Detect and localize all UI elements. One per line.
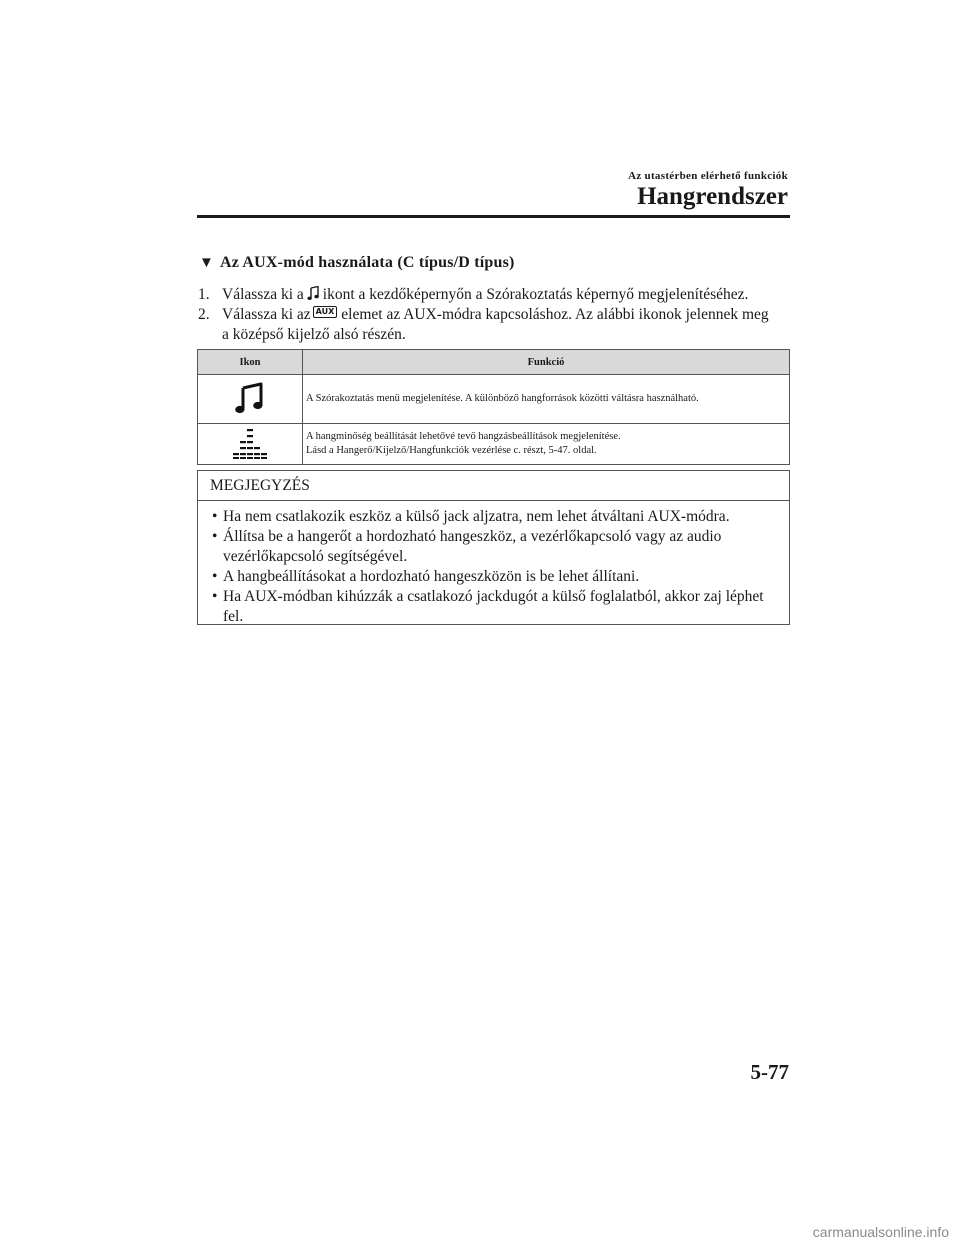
music-note-icon bbox=[307, 286, 320, 307]
note-box bbox=[197, 470, 790, 625]
icon-cell bbox=[198, 375, 303, 424]
step-2 bbox=[198, 305, 798, 345]
table-header-function: Funkció bbox=[303, 350, 790, 375]
function-description: A hangminőség beállítását lehetővé tevő hangzásbeállítások megjelenítése. bbox=[306, 431, 621, 442]
note-text: A hangbeállításokat a hordozható hangeszközön is be lehet állítani. bbox=[223, 568, 640, 585]
step-1 bbox=[198, 285, 798, 307]
step-text-before: Válassza ki a bbox=[222, 286, 304, 303]
bullet-icon: • bbox=[212, 588, 218, 605]
section-heading bbox=[199, 254, 515, 272]
section-heading-text: Az AUX-mód használata (C típus/D típus) bbox=[220, 254, 515, 271]
table-row bbox=[198, 424, 790, 465]
note-text: Ha nem csatlakozik eszköz a külső jack aljzatra, nem lehet átváltani AUX-módra. bbox=[223, 508, 730, 525]
page-title: Hangrendszer bbox=[637, 183, 788, 210]
step-continuation: a középső kijelző alsó részén. bbox=[222, 326, 406, 343]
note-list bbox=[198, 507, 789, 627]
page-number: 5-77 bbox=[750, 1060, 789, 1084]
list-item bbox=[212, 587, 779, 627]
table-header-row bbox=[198, 350, 790, 375]
function-table bbox=[197, 349, 790, 465]
function-cell bbox=[303, 375, 790, 424]
section-subtitle: Az utastérben elérhető funkciók bbox=[628, 170, 788, 182]
aux-badge: AUX bbox=[313, 306, 338, 318]
icon-cell bbox=[198, 424, 303, 465]
note-text: Állítsa be a hangerőt a hordozható hangeszköz, a vezérlőkapcsoló vagy az audio vezérlőkapcsoló segítségével. bbox=[223, 528, 722, 565]
triangle-marker-icon: ▼ bbox=[199, 255, 215, 271]
list-item bbox=[212, 527, 779, 567]
bullet-icon: • bbox=[212, 528, 218, 545]
note-text: Ha AUX-módban kihúzzák a csatlakozó jackdugót a külső foglalatból, akkor zaj léphet fel. bbox=[223, 588, 764, 625]
step-number: 2. bbox=[198, 306, 210, 323]
list-item bbox=[212, 507, 779, 527]
sound-settings-icon bbox=[232, 427, 268, 459]
step-text-before: Válassza ki az bbox=[222, 306, 311, 323]
step-text-after: elemet az AUX-módra kapcsoláshoz. Az alábbi ikonok jelennek meg bbox=[341, 306, 769, 323]
header-divider bbox=[197, 215, 790, 218]
bullet-icon: • bbox=[212, 568, 218, 585]
watermark: carmanualsonline.info bbox=[812, 1224, 949, 1240]
music-note-icon bbox=[235, 382, 265, 414]
note-title: MEGJEGYZÉS bbox=[198, 471, 789, 501]
function-description: Lásd a Hangerő/Kijelző/Hangfunkciók vezérlése c. részt, 5-47. oldal. bbox=[306, 445, 597, 456]
step-number: 1. bbox=[198, 286, 210, 303]
list-item bbox=[212, 567, 779, 587]
bullet-icon: • bbox=[212, 508, 218, 525]
step-text-after: ikont a kezdőképernyőn a Szórakoztatás képernyő megjelenítéséhez. bbox=[322, 286, 749, 303]
table-row bbox=[198, 375, 790, 424]
function-cell bbox=[303, 424, 790, 465]
function-description: A Szórakoztatás menü megjelenítése. A különböző hangforrások közötti váltásra használható. bbox=[306, 393, 699, 404]
table-header-icon: Ikon bbox=[198, 350, 303, 375]
